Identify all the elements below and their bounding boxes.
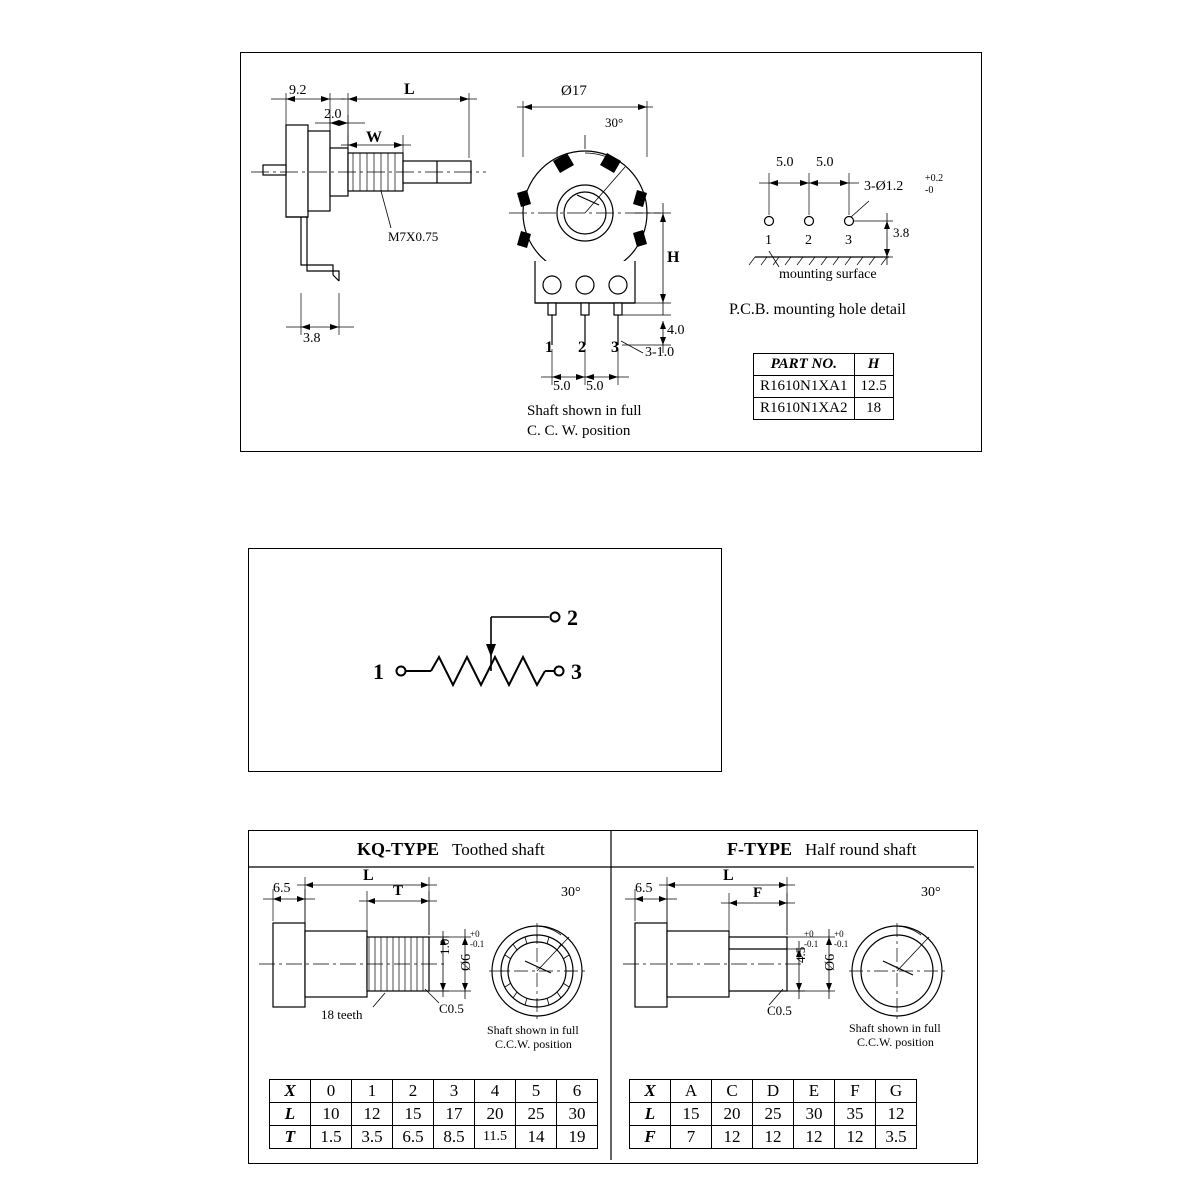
dim-5-0-front-b-label: 5.0 xyxy=(586,379,604,394)
f-note-line1: Shaft shown in full xyxy=(849,1021,941,1035)
kq-x-cell: 2 xyxy=(393,1080,434,1103)
kq-row-label-l: L xyxy=(270,1103,311,1126)
kq-dim-1-0-label: 1.0 xyxy=(437,938,452,955)
dim-2-0-label: 2.0 xyxy=(324,107,342,122)
thread-m7-label: M7X0.75 xyxy=(388,229,439,244)
f-f-cell: 7 xyxy=(671,1126,712,1149)
kq-l-cell: 30 xyxy=(557,1103,598,1126)
pcb-hole-tol-dn-label: -0 xyxy=(925,185,934,196)
part-number-table xyxy=(753,353,894,420)
kq-row-label-x: X xyxy=(270,1080,311,1103)
pcb-dim-3-8-label: 3.8 xyxy=(893,225,910,240)
potentiometer-schematic xyxy=(249,549,718,768)
kq-x-cell: 6 xyxy=(557,1080,598,1103)
pcb-hole-tol-up-label: +0.2 xyxy=(925,173,944,184)
pcb-hole-2-label: 2 xyxy=(805,233,812,248)
kq-t-cell: 6.5 xyxy=(393,1126,434,1149)
f-dimension-table xyxy=(629,1079,917,1149)
part-no-cell: R1610N1XA1 xyxy=(754,376,855,398)
table-row xyxy=(270,1080,598,1103)
kq-t-cell: 1.5 xyxy=(311,1126,352,1149)
f-dim-4-5-tol-up-label: +0 xyxy=(804,929,814,939)
kq-dim-L-label: L xyxy=(363,867,374,884)
table-row xyxy=(630,1126,917,1149)
kq-dia-6-tol-dn-label: -0.1 xyxy=(470,939,485,949)
kq-x-cell: 1 xyxy=(352,1080,393,1103)
pcb-hole-spec-label: 3-Ø1.2 xyxy=(864,179,904,194)
kq-dim-T-label: T xyxy=(393,883,404,899)
shaft-note-line2: C. C. W. position xyxy=(527,423,631,439)
dim-L-label: L xyxy=(404,81,415,98)
kq-type-title: KQ-TYPE xyxy=(357,839,440,859)
pin-1-label: 1 xyxy=(545,339,553,356)
f-chamfer-label: C0.5 xyxy=(767,1003,792,1018)
kq-t-cell: 3.5 xyxy=(352,1126,393,1149)
f-f-cell: 3.5 xyxy=(876,1126,917,1149)
f-dia-6-label: Ø6 xyxy=(823,953,838,971)
angle-30-front-label: 30° xyxy=(605,115,624,130)
schematic-terminal-1-label: 1 xyxy=(373,659,384,684)
f-l-cell: 35 xyxy=(835,1103,876,1126)
dim-9-2-label: 9.2 xyxy=(289,83,307,98)
kq-dim-6-5-label: 6.5 xyxy=(273,881,291,896)
part-table-header-0: PART NO. xyxy=(754,354,855,376)
table-row xyxy=(630,1080,917,1103)
kq-note-line1: Shaft shown in full xyxy=(487,1023,579,1037)
f-f-cell: 12 xyxy=(712,1126,753,1149)
pin-2-label: 2 xyxy=(578,339,586,356)
f-f-cell: 12 xyxy=(835,1126,876,1149)
part-h-cell: 18 xyxy=(854,398,893,420)
shaft-types-panel xyxy=(248,830,978,1164)
part-no-cell: R1610N1XA2 xyxy=(754,398,855,420)
kq-angle-30-label: 30° xyxy=(561,885,581,900)
kq-l-cell: 15 xyxy=(393,1103,434,1126)
f-l-cell: 12 xyxy=(876,1103,917,1126)
table-row xyxy=(270,1126,598,1149)
kq-l-cell: 20 xyxy=(475,1103,516,1126)
table-row xyxy=(630,1103,917,1126)
f-row-label-f: F xyxy=(630,1126,671,1149)
kq-x-cell: 0 xyxy=(311,1080,352,1103)
f-x-cell: C xyxy=(712,1080,753,1103)
table-row xyxy=(754,376,894,398)
kq-note-line2: C.C.W. position xyxy=(495,1037,572,1051)
f-dia-6-tol-up-label: +0 xyxy=(834,929,844,939)
f-x-cell: D xyxy=(753,1080,794,1103)
pcb-hole-3-label: 3 xyxy=(845,233,852,248)
f-dim-4-5-tol-dn-label: -0.1 xyxy=(804,939,819,949)
kq-t-cell: 8.5 xyxy=(434,1126,475,1149)
kq-l-cell: 12 xyxy=(352,1103,393,1126)
f-angle-30-label: 30° xyxy=(921,885,941,900)
f-x-cell: F xyxy=(835,1080,876,1103)
kq-t-cell: 11.5 xyxy=(475,1126,516,1149)
mounting-surface-label: mounting surface xyxy=(779,267,877,282)
f-type-subtitle: Half round shaft xyxy=(805,840,917,859)
pcb-dim-5-0-b-label: 5.0 xyxy=(816,155,834,170)
kq-type-subtitle: Toothed shaft xyxy=(452,840,545,859)
dim-4-0-label: 4.0 xyxy=(667,323,685,338)
table-row xyxy=(270,1103,598,1126)
f-x-cell: G xyxy=(876,1080,917,1103)
part-h-cell: 12.5 xyxy=(854,376,893,398)
top-drawing-panel xyxy=(240,52,982,452)
dim-3-1-0-label: 3-1.0 xyxy=(645,345,675,360)
kq-l-cell: 10 xyxy=(311,1103,352,1126)
pin-3-label: 3 xyxy=(611,339,619,356)
kq-x-cell: 4 xyxy=(475,1080,516,1103)
f-dim-F-label: F xyxy=(753,885,763,901)
pcb-caption: P.C.B. mounting hole detail xyxy=(729,301,906,318)
f-l-cell: 30 xyxy=(794,1103,835,1126)
schematic-panel xyxy=(248,548,722,772)
pcb-dim-5-0-a-label: 5.0 xyxy=(776,155,794,170)
kq-dia-6-tol-up-label: +0 xyxy=(470,929,480,939)
kq-dia-6-label: Ø6 xyxy=(459,953,474,971)
kq-l-cell: 25 xyxy=(516,1103,557,1126)
pcb-hole-1-label: 1 xyxy=(765,233,772,248)
dim-W-label: W xyxy=(366,129,382,146)
kq-x-cell: 3 xyxy=(434,1080,475,1103)
f-l-cell: 15 xyxy=(671,1103,712,1126)
f-l-cell: 25 xyxy=(753,1103,794,1126)
dim-3-8-side-label: 3.8 xyxy=(303,331,321,346)
dia-17-label: Ø17 xyxy=(561,83,587,99)
table-row xyxy=(754,398,894,420)
f-x-cell: A xyxy=(671,1080,712,1103)
f-type-title: F-TYPE xyxy=(727,839,792,859)
kq-18-teeth-label: 18 teeth xyxy=(321,1007,363,1022)
kq-t-cell: 19 xyxy=(557,1126,598,1149)
kq-row-label-t: T xyxy=(270,1126,311,1149)
f-l-cell: 20 xyxy=(712,1103,753,1126)
f-dim-L-label: L xyxy=(723,867,734,884)
f-x-cell: E xyxy=(794,1080,835,1103)
kq-x-cell: 5 xyxy=(516,1080,557,1103)
dim-H-label: H xyxy=(667,249,680,266)
shaft-note-line1: Shaft shown in full xyxy=(527,403,642,419)
kq-t-cell: 14 xyxy=(516,1126,557,1149)
dim-5-0-front-a-label: 5.0 xyxy=(553,379,571,394)
f-row-label-l: L xyxy=(630,1103,671,1126)
f-dim-4-5-label: 4.5 xyxy=(793,946,808,963)
kq-chamfer-label: C0.5 xyxy=(439,1001,464,1016)
f-f-cell: 12 xyxy=(753,1126,794,1149)
kq-l-cell: 17 xyxy=(434,1103,475,1126)
schematic-terminal-2-label: 2 xyxy=(567,605,578,630)
part-table-header-1: H xyxy=(854,354,893,376)
f-dim-6-5-label: 6.5 xyxy=(635,881,653,896)
f-f-cell: 12 xyxy=(794,1126,835,1149)
f-row-label-x: X xyxy=(630,1080,671,1103)
kq-dimension-table xyxy=(269,1079,598,1149)
schematic-terminal-3-label: 3 xyxy=(571,659,582,684)
f-dia-6-tol-dn-label: -0.1 xyxy=(834,939,849,949)
f-note-line2: C.C.W. position xyxy=(857,1035,934,1049)
